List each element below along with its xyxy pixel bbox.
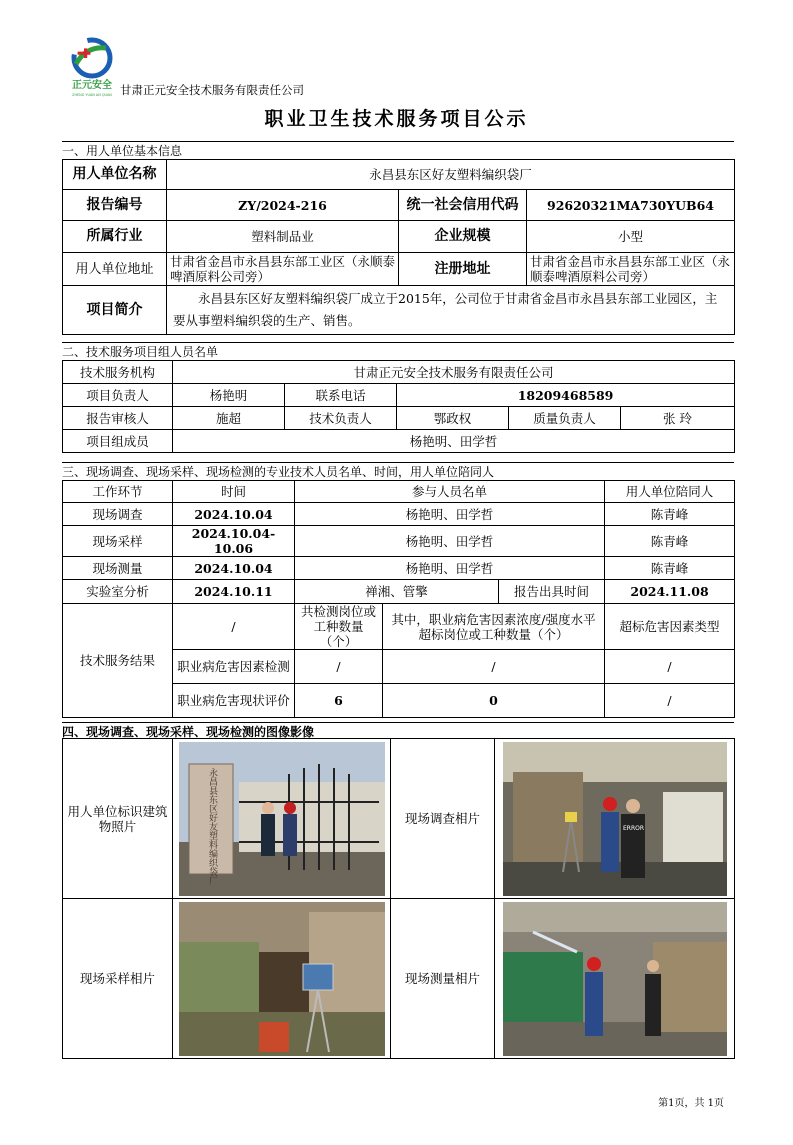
companion-cell: 陈青峰 [605,557,735,580]
company-name: 甘肃正元安全技术服务有限责任公司 [120,83,304,97]
tech-lead-value: 鄂政权 [397,407,509,430]
report-no-label: 报告编号 [63,190,167,221]
results-row-label: 职业病危害现状评价 [173,684,295,718]
sampling-photo [179,902,385,1056]
quality-lead-label: 质量负责人 [509,407,621,430]
industry-label: 所属行业 [63,221,167,253]
survey-photo [503,742,727,896]
stage-cell: 现场采样 [63,526,173,557]
logo-subtext: ZHENG YUAN AN QUAN [72,93,112,97]
col-companion: 用人单位陪同人 [605,481,735,503]
section1-heading: 一、用人单位基本信息 [62,141,734,158]
companion-cell: 陈青峰 [605,526,735,557]
scale-label: 企业规模 [399,221,527,253]
col-time: 时间 [173,481,295,503]
org-label: 技术服务机构 [63,361,173,384]
results-types: / [605,684,735,718]
results-count: 6 [295,684,383,718]
photo1-label: 用人单位标识建筑物照片 [63,739,173,899]
unit-info-table [62,159,735,335]
results-col3: 超标危害因素类型 [605,604,735,650]
quality-lead-value: 张 玲 [621,407,735,430]
industry-value: 塑料制品业 [167,221,399,253]
scale-value: 小型 [527,221,735,253]
credit-code-label: 统一社会信用代码 [399,190,527,221]
table-row [63,557,735,580]
time-cell: 2024.10.04 [173,503,295,526]
staff-cell: 杨艳明、田学哲 [295,503,605,526]
phone-value: 18209468589 [397,384,735,407]
photo3-label: 现场采样相片 [63,899,173,1059]
members-label: 项目组成员 [63,430,173,453]
results-types: / [605,650,735,684]
lab-stage: 实验室分析 [63,580,173,604]
credit-code-value: 92620321MA730YUB64 [527,190,735,221]
stage-cell: 现场调查 [63,503,173,526]
time-cell: 2024.10.04 [173,557,295,580]
company-logo [66,36,118,98]
address-label: 用人单位地址 [63,253,167,286]
tech-lead-label: 技术负责人 [285,407,397,430]
document-title: 职业卫生技术服务项目公示 [264,108,529,130]
team-table [62,360,735,453]
results-col2: 其中，职业病危害因素浓度/强度水平超标岗位或工种数量（个） [383,604,605,650]
results-exceed: 0 [383,684,605,718]
page-number: 第1页，共 1页 [658,1098,724,1109]
report-time-label: 报告出具时间 [499,580,605,604]
phone-label: 联系电话 [285,384,397,407]
results-row-label: 职业病危害因素检测 [173,650,295,684]
gate-sign-text: 永昌县东区好友塑料编织袋厂 [206,767,217,885]
report-time-value: 2024.11.08 [605,580,735,604]
companion-cell: 陈青峰 [605,503,735,526]
report-no-value: ZY/2024-216 [167,190,399,221]
results-slash: / [173,604,295,650]
photo4-label: 现场测量相片 [391,899,495,1059]
table-row [63,503,735,526]
intro-text: 永昌县东区好友塑料编织袋厂成立于2015年，公司位于甘肃省金昌市永昌县东部工业园区，主要从事塑料编织袋的生产、销售。 [167,286,735,335]
results-label: 技术服务结果 [63,604,173,718]
page-header [66,36,366,100]
results-col1: 共检测岗位或工种数量（个） [295,604,383,650]
staff-cell: 杨艳明、田学哲 [295,526,605,557]
address-value: 甘肃省金昌市永昌县东部工业区（永顺泰啤酒原料公司旁） [167,253,399,286]
section4-heading: 四、现场调查、现场采样、现场检测的图像影像 [62,722,734,739]
org-value: 甘肃正元安全技术服务有限责任公司 [173,361,735,384]
col-staff: 参与人员名单 [295,481,605,503]
stage-cell: 现场测量 [63,557,173,580]
building-photo [179,742,385,896]
fieldwork-table [62,480,735,718]
table-row [63,526,735,557]
vest-text: ERROR [622,824,644,832]
lab-time: 2024.10.11 [173,580,295,604]
leader-label: 项目负责人 [63,384,173,407]
time-cell: 2024.10.04-10.06 [173,526,295,557]
intro-label: 项目简介 [63,286,167,335]
photo-table [62,738,735,1059]
unit-name-value: 永昌县东区好友塑料编织袋厂 [167,160,735,190]
members-value: 杨艳明、田学哲 [173,430,735,453]
results-count: / [295,650,383,684]
lab-staff: 禅湘、管擎 [295,580,499,604]
reviewer-label: 报告审核人 [63,407,173,430]
results-exceed: / [383,650,605,684]
leader-value: 杨艳明 [173,384,285,407]
measurement-photo [503,902,727,1056]
reg-address-value: 甘肃省金昌市永昌县东部工业区（永顺泰啤酒原料公司旁） [527,253,735,286]
section3-heading: 三、现场调查、现场采样、现场检测的专业技术人员名单、时间，用人单位陪同人 [62,462,734,479]
col-stage: 工作环节 [63,481,173,503]
logo-text: 正元安全 [72,80,112,91]
staff-cell: 杨艳明、田学哲 [295,557,605,580]
reviewer-value: 施超 [173,407,285,430]
reg-address-label: 注册地址 [399,253,527,286]
unit-name-label: 用人单位名称 [63,160,167,190]
section2-heading: 二、技术服务项目组人员名单 [62,342,734,359]
photo2-label: 现场调查相片 [391,739,495,899]
